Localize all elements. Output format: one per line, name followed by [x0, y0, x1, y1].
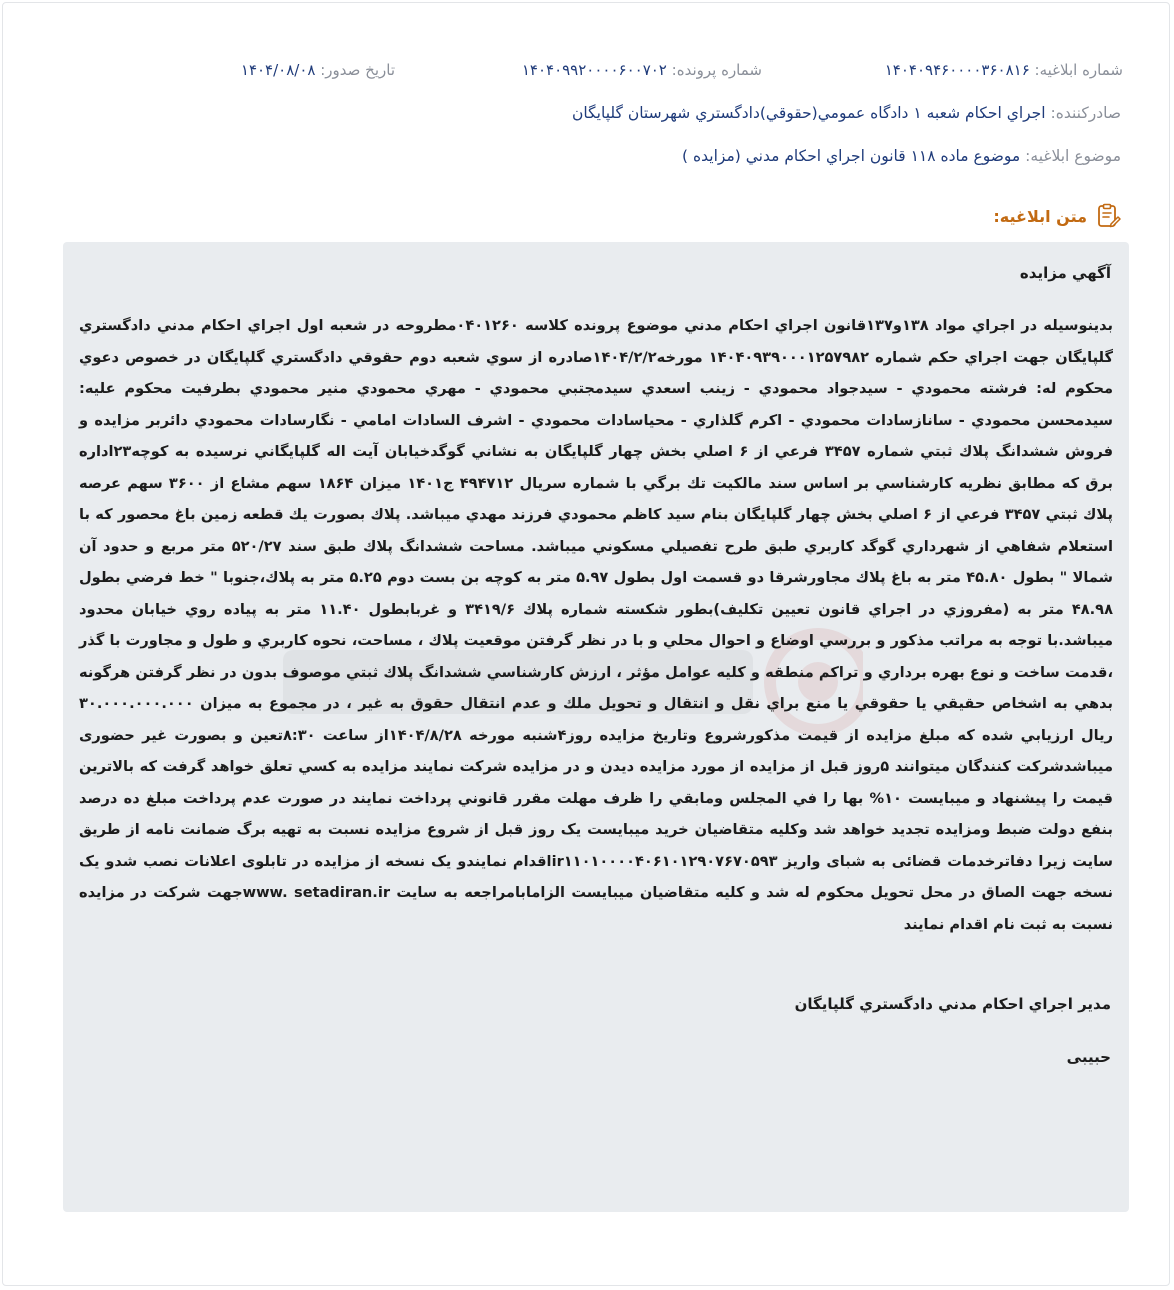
- issue-date: [241, 61, 395, 79]
- subject: [682, 147, 1121, 165]
- case-number: [522, 61, 762, 79]
- issue-date-label: تاريخ صدور:: [320, 61, 395, 79]
- notice-body: [63, 242, 1129, 1212]
- section-header: [993, 203, 1121, 229]
- subject-value: موضوع ماده ۱۱۸ قانون اجراي احکام مدني (مزايده ): [682, 147, 1021, 165]
- issue-date-value: ۱۴۰۴/۰۸/۰۸: [240, 61, 316, 79]
- notice-title: آگهي مزايده: [1019, 264, 1111, 282]
- issuer-value: اجراي احکام شعبه ۱ دادگاه عمومي(حقوقي)دادگستري شهرستان گلپايگان: [572, 104, 1046, 122]
- document-edit-icon: [1095, 203, 1121, 229]
- notice-card: [2, 2, 1170, 1286]
- issuer: [572, 104, 1121, 122]
- signature-title: مدير اجراي احکام مدني دادگستري گلپايگان: [794, 995, 1111, 1013]
- notice-number: [885, 61, 1123, 79]
- notice-number-label: شماره ابلاغيه:: [1034, 61, 1123, 79]
- signature-name: حبيبی: [1066, 1048, 1111, 1066]
- subject-label: موضوع ابلاغيه:: [1025, 147, 1121, 165]
- case-number-label: شماره پرونده:: [671, 61, 762, 79]
- notice-number-value: ۱۴۰۴۰۹۴۶۰۰۰۰۳۶۰۸۱۶: [884, 61, 1030, 79]
- case-number-value: ۱۴۰۴۰۹۹۲۰۰۰۰۶۰۰۷۰۲: [521, 61, 667, 79]
- issuer-label: صادرکننده:: [1050, 104, 1121, 122]
- section-title: متن ابلاغيه:: [993, 206, 1087, 226]
- notice-text: بدينوسيله در اجراي مواد ۱۳۸و۱۳۷قانون اجراي احکام مدني موضوع پرونده کلاسه ۰۴۰۱۲۶۰مطروحه در شعبه اول اجراي احکام مدني دادگستري گلپايگان جهت اجراي حکم شماره ۱۴۰۴۰۹۳۹۰۰۰۱۲۵۷۹۸۲ مورخه۱۴۰۴/۲/۲صادره از سوي شعبه دوم حقوقي دادگستري گلپايگان در خصوص دعوي محکوم له: فرشته محمودي - سيدجواد محمودي - زينب اسعدي سيدمجتبي محمودي - مهري محمودي منير محمودي بطرفيت محکوم عليه: سيدمحسن محمودي - سانازسادات محمودي - اکرم گلذاري - محياسادات محمودي - اشرف السادات امامي - نگارسادات محمودي دائربر مزايده و فروش ششدانگ پلاك ثبتي شماره ۳۴۵۷ فرعي از ۶ اصلي بخش چهار گلپايگان به نشاني گوگدخيابان آيت اله گلپايگاني نرسيده به کوچه۲۳اداره برق که مطابق نظريه کارشناسي بر اساس سند مالکيت تك برگي با شماره سريال ۴۹۴۷۱۲ ج۱۴۰۱ ميزان ۱۸۶۴ سهم مشاع از ۳۶۰۰ سهم عرصه پلاك ثبتي ۳۴۵۷ فرعي از ۶ اصلي بخش چهار گلپايگان بنام سيد کاظم محمودي فرزند مهدي ميباشد. پلاك بصورت يك قطعه زمين باغ محصور که با استعلام شفاهي از شهرداري گوگد کاربري طبق طرح تفصيلي مسکوني ميباشد. مساحت ششدانگ پلاك طبق سند ۵۲۰/۲۷ متر مربع و حدود آن شمالا " بطول ۴۵.۸۰ متر به باغ پلاك مجاورشرقا دو قسمت اول بطول ۵.۹۷ متر به کوچه بن بست دوم ۵.۲۵ متر به پلاك،جنوبا " خط فرضي بطول ۴۸.۹۸ متر به (مفروزي در اجراي قانون تعيين تکليف)بطور شکسته شماره پلاك ۳۴۱۹/۶ و غربابطول ۱۱.۴۰ متر به پياده روي خيابان محدود ميباشد.با توجه به مراتب مذکور و بررسي اوضاع و احوال محلي و با در نظر گرفتن موقعيت پلاك ، مساحت، نحوه کاربري و طول و مجاورت با گذر ،قدمت ساخت و نوع بهره برداري و تراکم منطقه و کليه عوامل مؤثر ، ارزش کارشناسي ششدانگ پلاك ثبتي موصوف بدون در نظر گرفتن هرگونه بدهي به اشخاص حقيقي يا حقوقي يا منع براي نقل و انتقال و تحويل ملك و عدم انتقال حقوق به غير ، در مجموع به ميزان ۳۰.۰۰۰.۰۰۰.۰۰۰ ريال ارزيابي شده که مبلغ مزايده از قيمت مذکورشروع وتاريخ مزايده روز۴شنبه مورخه ۱۴۰۴/۸/۲۸از ساعت ۸:۳۰تعين و بصورت غير حضوری ميباشدشرکت کنندگان ميتوانند ۵روز قبل از مزايده از مورد مزايده ديدن و در مزايده شرکت نمايند مزايده به کسي تعلق خواهد گرفت که بالاترين قيمت را پيشنهاد و ميبايست ۱۰% بها را في المجلس ومابقي را ظرف مهلت مقرر قانوني پرداخت نمايند در صورت عدم پرداخت مبلغ ده درصد بنفع دولت ضبط ومزايده تجديد خواهد شد وکليه متقاضيان خريد ميبايست يک روز قبل از شروع مزايده نسبت به تهيه برگ ضمانت نامه از طريق سايت زيرا دفاترخدمات قضائی به شبای واريز ir۱۱۰۱۰۰۰۰۴۰۶۱۰۱۲۹۰۷۶۷۰۵۹۳اقدام نمايندو يک نسخه از مزايده در تابلوی اعلانات نصب شدو يک نسخه جهت الصاق در محل تحويل محکوم له شد و کليه متقاضيان ميبايست الزامابامراجعه به سايت www. setadiran.irجهت شرکت در مزايده نسبت به ثبت نام اقدام نمايند: [79, 317, 1114, 933]
